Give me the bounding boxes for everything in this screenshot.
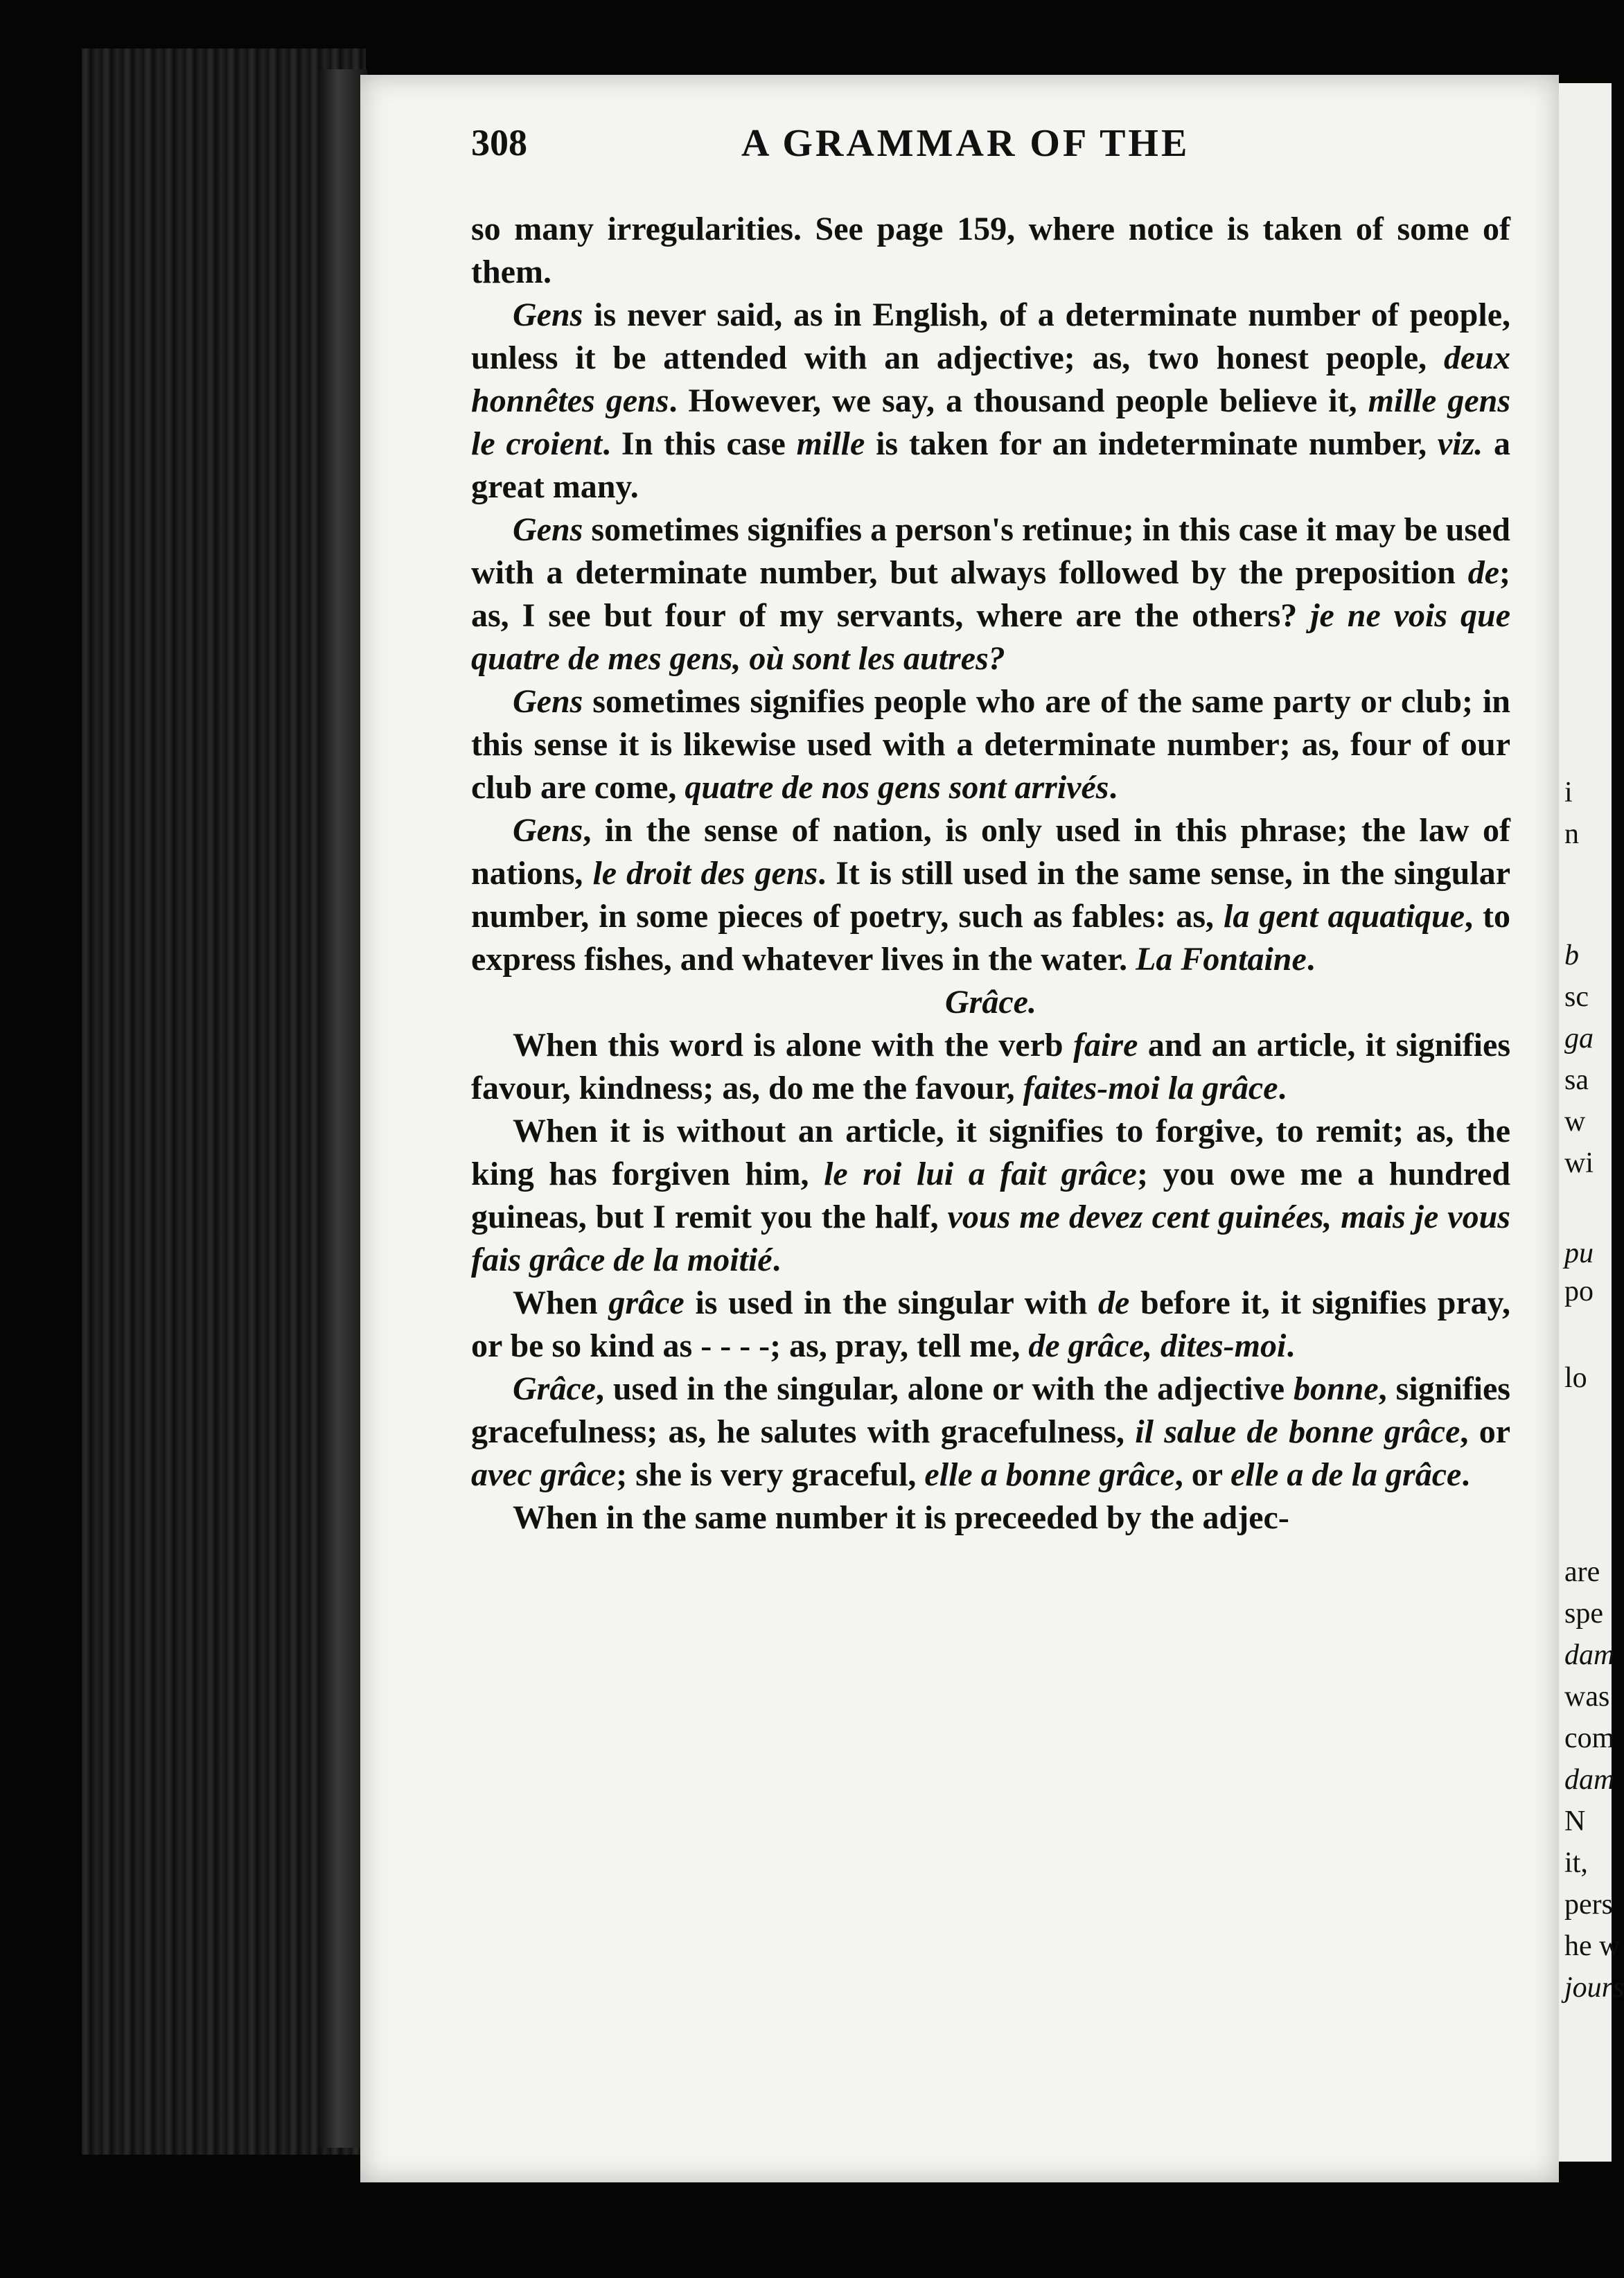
paragraph	[471, 1282, 1510, 1368]
fragment-text: pu	[1564, 1237, 1594, 1269]
italic-run: de	[1098, 1284, 1130, 1321]
running-header	[471, 121, 1483, 170]
fragment-text: i	[1564, 777, 1573, 809]
text-run: , or	[1174, 1456, 1231, 1493]
fragment-text: com	[1564, 1722, 1615, 1754]
text-run: , used in the singular, alone or with the adjective	[595, 1370, 1294, 1407]
text-run: is used in the singular with	[684, 1284, 1099, 1321]
text-run: When this word is alone with the verb	[513, 1027, 1074, 1063]
text-run: When it is without an article, it signifies to forgive, to remit; as, the king has forgiven him,	[471, 1113, 1510, 1192]
italic-run: Gens	[513, 683, 583, 720]
paragraph	[471, 680, 1510, 809]
text-run: before it, it signifies pray, or be so kind as - - - -; as, pray, tell me,	[471, 1284, 1510, 1364]
italic-run: La Fontaine	[1136, 941, 1307, 978]
text-run: a great many.	[471, 425, 1511, 505]
italic-run: mille gens le croient	[471, 382, 1511, 462]
fragment-text: was	[1564, 1681, 1610, 1713]
section-title: Grâce.	[945, 984, 1036, 1021]
text-run: .	[1461, 1456, 1470, 1493]
text-run: , in the sense of nation, is only used in this phrase; the law of nations,	[471, 812, 1510, 892]
paragraph	[471, 809, 1510, 981]
fragment-text: lo	[1564, 1362, 1587, 1394]
italic-run: quatre de nos gens sont arrivés	[685, 769, 1109, 806]
paragraph	[471, 1024, 1510, 1110]
italic-run: Grâce	[513, 1370, 596, 1407]
italic-run: de	[1467, 554, 1500, 591]
italic-run: faites-moi la grâce	[1023, 1070, 1278, 1106]
fragment-text: N	[1564, 1805, 1586, 1837]
text-run: , to express fishes, and whatever lives in the water.	[471, 898, 1510, 978]
italic-run: bonne	[1293, 1370, 1379, 1407]
page-number: 308	[471, 122, 527, 164]
italic-run: Gens	[513, 511, 583, 548]
italic-run: elle a bonne grâce	[924, 1456, 1175, 1493]
fragment-text: n	[1564, 818, 1579, 850]
italic-run: elle a de la grâce	[1230, 1456, 1462, 1493]
text-run: , or	[1460, 1413, 1510, 1450]
text-run: and an article, it signifies favour, kindness; as, do me the favour,	[471, 1027, 1511, 1106]
running-title: A GRAMMAR OF THE	[741, 122, 1190, 165]
italic-run: Gens	[513, 812, 583, 849]
body-text	[471, 208, 1510, 1539]
fragment-text: wi	[1564, 1147, 1594, 1179]
text-run: sometimes signifies a person's retinue; in this case it may be used with a determinate number, but always followed by the preposition	[471, 511, 1510, 591]
text-run: .	[1278, 1070, 1287, 1106]
text-run: ; you owe me a hundred guineas, but I remit you the half,	[471, 1156, 1511, 1235]
paragraph	[471, 208, 1510, 294]
italic-run: il salue de bonne grâce	[1135, 1413, 1460, 1450]
text-run: .	[1306, 941, 1315, 978]
italic-run: le droit des gens	[592, 855, 818, 892]
fragment-text: ga	[1564, 1023, 1594, 1054]
text-run: , signifies gracefulness; as, he salutes with gracefulness,	[471, 1370, 1510, 1450]
fragment-text: he w	[1564, 1930, 1621, 1962]
italic-run: deux honnêtes gens	[471, 339, 1510, 419]
text-run: ; as, I see but four of my servants, where are the others?	[471, 554, 1510, 634]
fragment-text: pers	[1564, 1889, 1613, 1921]
paragraph	[471, 509, 1510, 680]
text-run: is taken for an indeterminate number,	[865, 425, 1438, 462]
fragment-text: jours	[1564, 1972, 1624, 2004]
text-run: .	[1109, 769, 1118, 806]
fragment-text: b	[1564, 939, 1579, 971]
text-run: ; she is very graceful,	[616, 1456, 925, 1493]
italic-run: viz.	[1437, 425, 1483, 462]
fragment-text: dam	[1564, 1764, 1615, 1796]
text-run: is never said, as in English, of a determinate number of people, unless it be attended with an adjective; as, two honest people,	[471, 297, 1510, 376]
paragraph	[471, 1496, 1510, 1539]
text-run: When	[513, 1284, 609, 1321]
text-run: so many irregularities. See page 159, where notice is taken of some of them.	[471, 211, 1510, 290]
italic-run: de grâce, dites-moi	[1028, 1327, 1287, 1364]
italic-run: je ne vois que quatre de mes gens, où sont les autres?	[471, 597, 1510, 677]
fragment-text: are	[1564, 1556, 1600, 1588]
italic-run: la gent aquatique	[1224, 898, 1465, 935]
italic-run: grâce	[608, 1284, 685, 1321]
fragment-text: w	[1564, 1106, 1586, 1138]
fragment-text: spe	[1564, 1598, 1603, 1630]
italic-run: faire	[1073, 1027, 1138, 1063]
facing-page-fragment	[1559, 83, 1624, 2162]
italic-run: avec grâce	[471, 1456, 617, 1493]
fragment-text: sa	[1564, 1064, 1589, 1096]
text-run: When in the same number it is preceeded by the adjec-	[513, 1499, 1289, 1536]
text-run: .	[1286, 1327, 1295, 1364]
text-run: .	[772, 1242, 781, 1278]
text-run: . In this case	[602, 425, 797, 462]
fragment-text: po	[1564, 1275, 1594, 1307]
italic-run: le roi lui a fait grâce	[824, 1156, 1137, 1192]
text-run: . It is still used in the same sense, in the singular number, in some pieces of poetry, such as fables: as,	[471, 855, 1511, 935]
italic-run: vous me devez cent guinées, mais je vous fais grâce de la moitié	[471, 1199, 1510, 1278]
fragment-text: sc	[1564, 981, 1589, 1013]
fragment-text: it,	[1564, 1847, 1588, 1879]
paragraph	[471, 294, 1510, 509]
paragraph	[471, 1368, 1510, 1496]
fragment-text: dam	[1564, 1639, 1615, 1671]
italic-run: mille	[796, 425, 865, 462]
text-run: sometimes signifies people who are of the same party or club; in this sense it is likewise used with a determinate number; as, four of our club are come,	[471, 683, 1510, 806]
text-run: . However, we say, a thousand people believe it,	[669, 382, 1368, 419]
paragraph	[471, 1110, 1510, 1282]
italic-run: Gens	[513, 297, 583, 333]
